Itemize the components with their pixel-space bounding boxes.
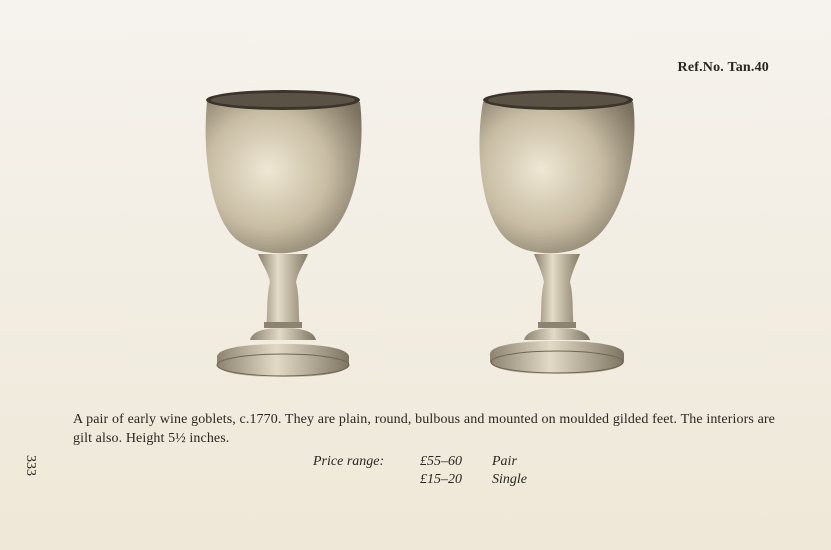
page-number: 333 (23, 455, 38, 476)
price-value: £15–20 (420, 472, 462, 487)
price-list (420, 453, 527, 489)
price-unit: Single (492, 472, 527, 487)
price-range-label: Price range: (313, 454, 385, 469)
price-row-pair (420, 453, 527, 471)
goblet-left (206, 90, 362, 377)
price-row-single (420, 471, 527, 489)
goblets-photo (190, 82, 650, 387)
goblet-right (479, 90, 634, 374)
reference-number: Ref.No. Tan.40 (677, 60, 769, 75)
price-unit: Pair (492, 454, 517, 469)
item-description: A pair of early wine goblets, c.1770. They are plain, round, bulbous and mounted on moulded gilded feet. The interiors are gilt also. Height 5½ inches. (73, 412, 775, 446)
price-value: £55–60 (420, 454, 462, 469)
